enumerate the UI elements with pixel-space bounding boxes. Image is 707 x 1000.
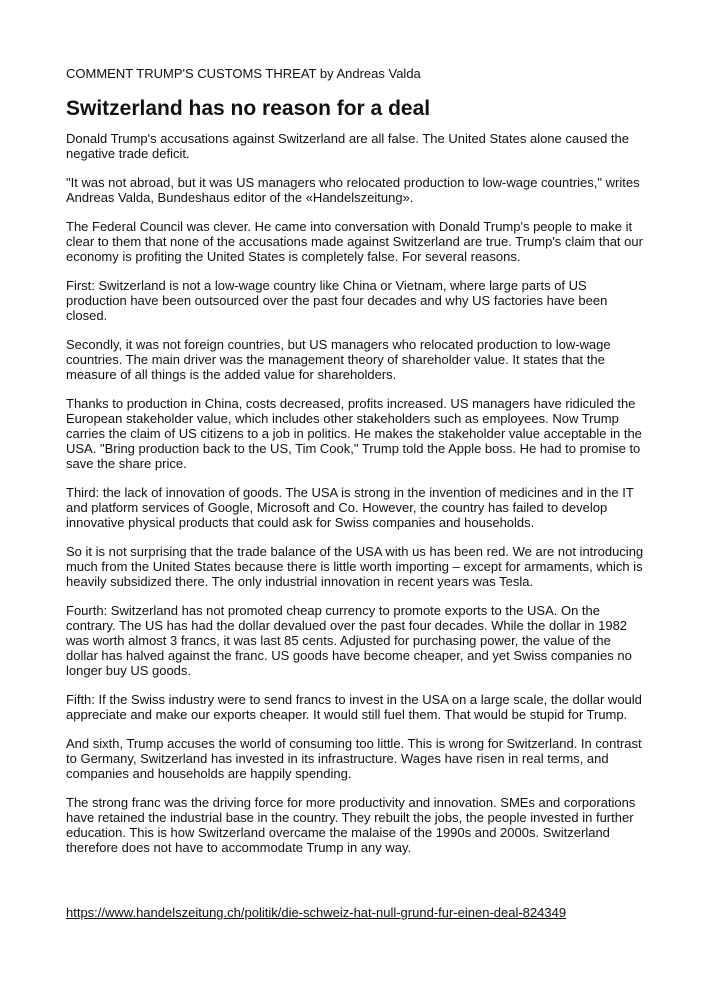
article-paragraph: "It was not abroad, but it was US managers who relocated production to low-wage countries," writes Andreas Valda, Bundeshaus editor of the «Handelszeitung». [66,175,640,206]
article-paragraph: Thanks to production in China, costs decreased, profits increased. US managers have ridiculed the European stakeholder value, which includes other stakeholders such as employees. Now Trump carries the claim of US citizens to a job in politics. He makes the stakeholder value acceptable in the USA. "Bring production back to the US, Tim Cook," Trump told the Apple boss. He had to promise to save the share price. [66,396,642,471]
article-paragraph: Donald Trump's accusations against Switzerland are all false. The United States alone caused the negative trade deficit. [66,131,630,161]
article [66,66,644,870]
article-paragraph: Fifth: If the Swiss industry were to send francs to invest in the USA on a large scale, the dollar would appreciate and make our exports cheaper. It would still fuel them. That would be stupid for Trump. [66,691,642,722]
article-paragraph: Third: the lack of innovation of goods. The USA is strong in the invention of medicines and in the IT and platform services of Google, Microsoft and Co. However, the country has failed to develop innovative physical products that could ask for Swiss companies and households. [66,485,634,530]
article-paragraph: So it is not surprising that the trade balance of the USA with us has been red. We are not introducing much from the United States because there is little worth importing – except for armaments, which is heavily subsidized there. The only industrial innovation in recent years was Tesla. [66,544,644,589]
article-paragraph: Secondly, it was not foreign countries, but US managers who relocated production to low-wage countries. The main driver was the management theory of shareholder value. It states that the measure of all things is the added value for shareholders. [66,337,611,383]
article-paragraph: And sixth, Trump accuses the world of consuming too little. This is wrong for Switzerland. In contrast to Germany, Switzerland has invested in its infrastructure. Wages have risen in real terms, and companies and households are happily spending. [66,736,642,781]
source-link[interactable]: https://www.handelszeitung.ch/politik/die-schweiz-hat-null-grund-fur-einen-deal-824349 [66,905,567,920]
article-kicker: COMMENT TRUMP'S CUSTOMS THREAT by Andreas Valda [66,66,421,81]
article-paragraph: Fourth: Switzerland has not promoted cheap currency to promote exports to the USA. On the contrary. The US has had the dollar devalued over the past four decades. While the dollar in 1982 was worth almost 3 francs, it was last 85 cents. Adjusted for purchasing power, the value of the dollar has halved against the franc. US goods have become cheaper, and yet Swiss companies no longer buy US goods. [66,603,632,678]
article-paragraph: The strong franc was the driving force for more productivity and innovation. SMEs and corporations have retained the industrial base in the country. They rebuilt the jobs, the people invested in further education. This is how Switzerland overcame the malaise of the 1990s and 2000s. Switzerland therefore does not have to accommodate Trump in any way. [66,795,636,855]
article-paragraph: The Federal Council was clever. He came into conversation with Donald Trump's people to make it clear to them that none of the accusations made against Switzerland are true. Trump's claim that our economy is profiting the United States is completely false. For several reasons. [66,219,643,265]
article-paragraph: First: Switzerland is not a low-wage country like China or Vietnam, where large parts of US production have been outsourced over the past four decades and why US factories have been closed. [66,278,608,324]
article-headline: Switzerland has no reason for a deal [66,97,431,120]
